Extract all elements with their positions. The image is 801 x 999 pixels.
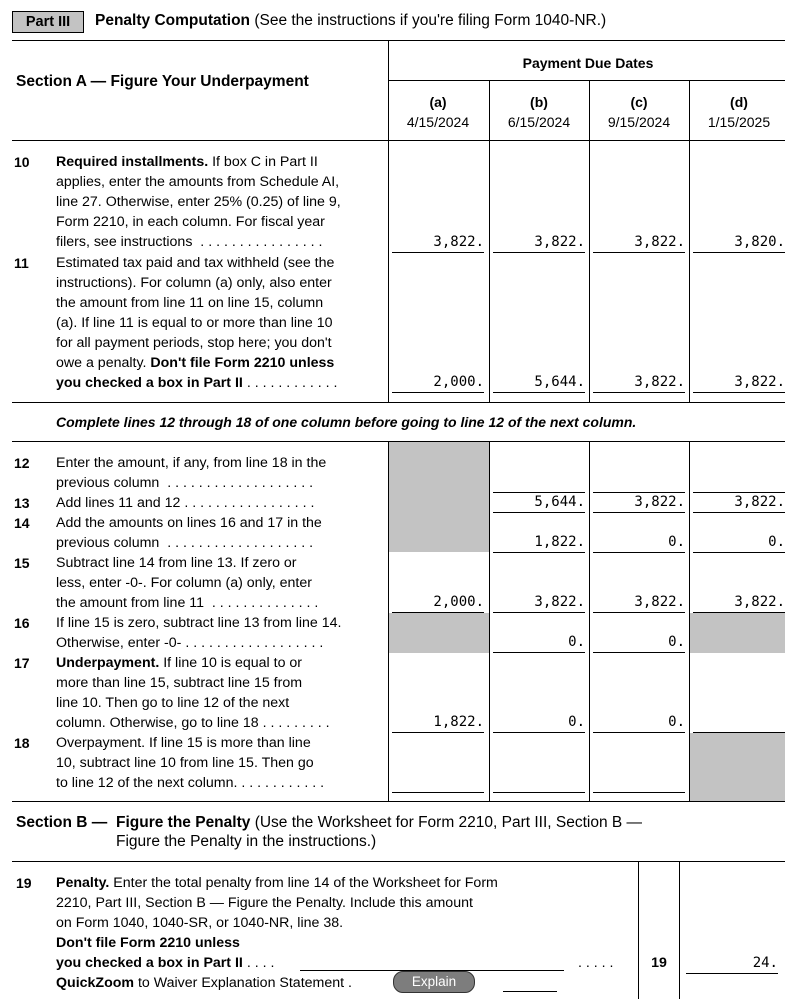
line-16-col-c[interactable]: 0. xyxy=(668,634,685,650)
underline xyxy=(593,792,685,793)
underline xyxy=(693,552,785,553)
line-13-col-b[interactable]: 5,644. xyxy=(534,494,585,510)
col-a-letter: (a) xyxy=(429,94,447,110)
line-19-title: Penalty. xyxy=(56,875,110,891)
underline xyxy=(493,612,585,613)
line-19-text-5a: you checked a box in Part II xyxy=(56,955,243,971)
line-10-number: 10 xyxy=(14,154,30,170)
line-13-text-1: Add lines 11 and 12 . . . . . . . . . . . . . . . . . xyxy=(56,495,315,511)
line-11-text-5: for all payment periods, stop here; you don't xyxy=(56,335,332,351)
line-15-number: 15 xyxy=(14,555,30,571)
line-15-col-d[interactable]: 3,822. xyxy=(734,594,785,610)
line-19-text-5: you checked a box in Part II . . . . xyxy=(56,955,275,971)
shaded-cell xyxy=(389,442,489,552)
line-11-text-6 xyxy=(56,353,334,373)
line-19-number: 19 xyxy=(16,875,32,891)
underline xyxy=(593,652,685,653)
part-heading xyxy=(95,11,606,31)
line-11-col-b[interactable]: 5,644. xyxy=(534,374,585,390)
line-15-text-3: the amount from line 11 . . . . . . . . . . . . . . xyxy=(56,595,319,611)
underline xyxy=(693,252,785,253)
section-b-heading xyxy=(116,813,642,833)
line-12-text-2: previous column . . . . . . . . . . . . . . . . . . . xyxy=(56,475,314,491)
col-divider xyxy=(489,441,490,801)
rule-due-dates xyxy=(388,80,785,81)
underline xyxy=(693,732,785,733)
line-19-text-2: 2210, Part III, Section B — Figure the Penalty. Include this amount xyxy=(56,895,473,911)
line-17-text-4a: column. Otherwise, go to line 18 xyxy=(56,715,259,731)
section-b-prefix: Section B — xyxy=(16,814,108,831)
line-16-number: 16 xyxy=(14,615,30,631)
line-10-text-2: applies, enter the amounts from Schedule AI, xyxy=(56,174,340,190)
dot-leader: . . . . . xyxy=(578,955,614,971)
underline xyxy=(493,552,585,553)
underline xyxy=(493,392,585,393)
underline xyxy=(593,392,685,393)
part-tag: Part III xyxy=(12,11,84,33)
line-17-text-4: column. Otherwise, go to line 18 . . . . . . . . . xyxy=(56,715,330,731)
part-title: Penalty Computation xyxy=(95,12,251,29)
line-13-col-d[interactable]: 3,822. xyxy=(734,494,785,510)
line-12-text-2a: previous column xyxy=(56,475,160,491)
col-divider xyxy=(638,861,639,999)
line-14-col-d[interactable]: 0. xyxy=(768,534,785,550)
line-11-text-7a: you checked a box in Part II xyxy=(56,375,243,391)
underline xyxy=(593,732,685,733)
payment-due-dates-heading: Payment Due Dates xyxy=(522,55,654,71)
underline xyxy=(493,252,585,253)
line-10-text-1b: If box C in Part II xyxy=(208,154,318,170)
part-note: (See the instructions if you're filing Form 1040-NR.) xyxy=(254,12,607,29)
line-16-text-2: Otherwise, enter -0- . . . . . . . . . . . . . . . . . . xyxy=(56,635,324,651)
line-11-text-3: the amount from line 11 on line 15, column xyxy=(56,295,324,311)
line-12-number: 12 xyxy=(14,455,30,471)
col-c-date: 9/15/2024 xyxy=(607,114,671,130)
line-14-text-1: Add the amounts on lines 16 and 17 in the xyxy=(56,515,322,531)
line-14-col-c[interactable]: 0. xyxy=(668,534,685,550)
line-17-text-3: line 10. Then go to line 12 of the next xyxy=(56,695,290,711)
line-13-col-c[interactable]: 3,822. xyxy=(634,494,685,510)
line-11-col-c[interactable]: 3,822. xyxy=(634,374,685,390)
line-16-text-1: If line 15 is zero, subtract line 13 from line 14. xyxy=(56,615,342,631)
line-11-text-7: you checked a box in Part II . . . . . . . . . . . . xyxy=(56,375,338,391)
line-11-text-2: instructions). For column (a) only, also enter xyxy=(56,275,332,291)
col-divider xyxy=(679,861,680,999)
line-16-text-2a: Otherwise, enter -0- xyxy=(56,635,182,651)
line-19-box-label: 19 xyxy=(651,955,667,971)
line-15-col-c[interactable]: 3,822. xyxy=(634,594,685,610)
underline xyxy=(693,392,785,393)
underline xyxy=(493,652,585,653)
line-19-text-3: on Form 1040, 1040-SR, or 1040-NR, line 38. xyxy=(56,915,344,931)
line-11-col-d[interactable]: 3,822. xyxy=(734,374,785,390)
section-a-title: Section A — Figure Your Underpayment xyxy=(16,73,309,90)
underline xyxy=(392,792,484,793)
col-divider xyxy=(489,80,490,402)
line-10-col-c[interactable]: 3,822. xyxy=(634,234,685,250)
line-11-text-4: (a). If line 11 is equal to or more than line 10 xyxy=(56,315,333,331)
underline xyxy=(392,392,484,393)
section-b-title: Figure the Penalty xyxy=(116,814,251,831)
line-10-text-5: filers, see instructions . . . . . . . . . . . . . . . . xyxy=(56,234,323,250)
line-19-text-4: Don't file Form 2210 unless xyxy=(56,935,240,951)
underline xyxy=(392,612,484,613)
line-13-number: 13 xyxy=(14,495,30,511)
underline xyxy=(493,732,585,733)
quickzoom-field-line xyxy=(503,991,557,992)
line-10-col-a[interactable]: 3,822. xyxy=(433,234,484,250)
col-divider xyxy=(589,441,590,801)
underline xyxy=(593,252,685,253)
line-17-text-1 xyxy=(56,653,302,673)
col-divider xyxy=(388,441,389,801)
underline xyxy=(392,732,484,733)
col-d-letter: (d) xyxy=(730,94,748,110)
rule xyxy=(12,861,785,862)
col-divider xyxy=(388,40,389,402)
line-17-col-a[interactable]: 1,822. xyxy=(433,714,484,730)
section-b-note-1: (Use the Worksheet for Form 2210, Part III, Section B — xyxy=(254,814,643,831)
rule-section-a xyxy=(12,140,785,141)
line-10-text-1 xyxy=(56,152,318,172)
line-17-number: 17 xyxy=(14,655,30,671)
col-divider xyxy=(689,441,690,801)
line-17-col-c[interactable]: 0. xyxy=(668,714,685,730)
line-13-text-1a: Add lines 11 and 12 xyxy=(56,495,181,511)
line-11-text-1: Estimated tax paid and tax withheld (see the xyxy=(56,255,335,271)
line-18-text-3: to line 12 of the next column. . . . . . . . . . . . xyxy=(56,775,325,791)
line-15-text-3a: the amount from line 11 xyxy=(56,595,204,611)
underline xyxy=(392,252,484,253)
col-divider xyxy=(689,80,690,402)
rule xyxy=(12,402,785,403)
underline xyxy=(593,512,685,513)
line-18-number: 18 xyxy=(14,735,30,751)
col-c-letter: (c) xyxy=(630,94,648,110)
line-10-text-4: Form 2210, in each column. For fiscal year xyxy=(56,214,325,230)
line-18-text-3a: to line 12 of the next column xyxy=(56,775,234,791)
col-b-date: 6/15/2024 xyxy=(507,114,571,130)
rule-top xyxy=(12,40,785,41)
line-19-text-1 xyxy=(56,873,498,893)
quickzoom-label: QuickZoom to Waiver Explanation Statement . xyxy=(56,975,352,991)
line-18-text-1: Overpayment. If line 15 is more than line xyxy=(56,735,311,751)
line-14-text-2a: previous column xyxy=(56,535,160,551)
col-a-date: 4/15/2024 xyxy=(406,114,470,130)
line-15-col-b[interactable]: 3,822. xyxy=(534,594,585,610)
shaded-cell xyxy=(389,613,489,653)
underline xyxy=(593,552,685,553)
rule xyxy=(12,801,785,802)
line-16-col-b[interactable]: 0. xyxy=(568,634,585,650)
underline xyxy=(686,973,778,974)
col-d-date: 1/15/2025 xyxy=(707,114,771,130)
line-10-text-5a: filers, see instructions xyxy=(56,234,193,250)
line-17-text-2: more than line 15, subtract line 15 from xyxy=(56,675,303,691)
line-19-text-1b: Enter the total penalty from line 14 of the Worksheet for Form xyxy=(109,875,498,891)
line-17-title: Underpayment. xyxy=(56,655,160,671)
col-b-letter: (b) xyxy=(530,94,548,110)
quickzoom-bold: QuickZoom xyxy=(56,975,135,991)
line-10-title: Required installments. xyxy=(56,154,209,170)
line-11-col-a[interactable]: 2,000. xyxy=(433,374,484,390)
line-17-col-b[interactable]: 0. xyxy=(568,714,585,730)
line-11-text-6a: owe a penalty. xyxy=(56,355,151,371)
line-14-col-b[interactable]: 1,822. xyxy=(534,534,585,550)
underline xyxy=(693,612,785,613)
quickzoom-rest: to Waiver Explanation Statement xyxy=(134,975,345,991)
complete-lines-note: Complete lines 12 through 18 of one column before going to line 12 of the next column. xyxy=(56,414,637,430)
explain-button[interactable]: Explain xyxy=(393,971,475,993)
section-b-note-2: Figure the Penalty in the instructions.) xyxy=(116,833,377,850)
line-17-text-1b: If line 10 is equal to or xyxy=(159,655,303,671)
underline xyxy=(593,612,685,613)
line-10-text-3: line 27. Otherwise, enter 25% (0.25) of line 9, xyxy=(56,194,341,210)
col-divider xyxy=(589,80,590,402)
underline xyxy=(493,792,585,793)
line-10-col-d[interactable]: 3,820. xyxy=(734,234,785,250)
line-15-col-a[interactable]: 2,000. xyxy=(433,594,484,610)
line-14-number: 14 xyxy=(14,515,30,531)
line-18-text-2: 10, subtract line 10 from line 15. Then go xyxy=(56,755,314,771)
line-15-text-1: Subtract line 14 from line 13. If zero or xyxy=(56,555,297,571)
line-19-penalty-value[interactable]: 24. xyxy=(752,955,778,971)
shaded-cell xyxy=(690,733,785,801)
line-11-number: 11 xyxy=(14,255,29,271)
shaded-cell xyxy=(690,613,785,653)
line-15-text-2: less, enter -0-. For column (a) only, enter xyxy=(56,575,312,591)
line-12-text-1: Enter the amount, if any, from line 18 in the xyxy=(56,455,327,471)
line-11-text-6b: Don't file Form 2210 unless xyxy=(150,355,335,371)
underline xyxy=(693,512,785,513)
line-10-col-b[interactable]: 3,822. xyxy=(534,234,585,250)
underline xyxy=(493,512,585,513)
line-14-text-2: previous column . . . . . . . . . . . . . . . . . . . xyxy=(56,535,314,551)
